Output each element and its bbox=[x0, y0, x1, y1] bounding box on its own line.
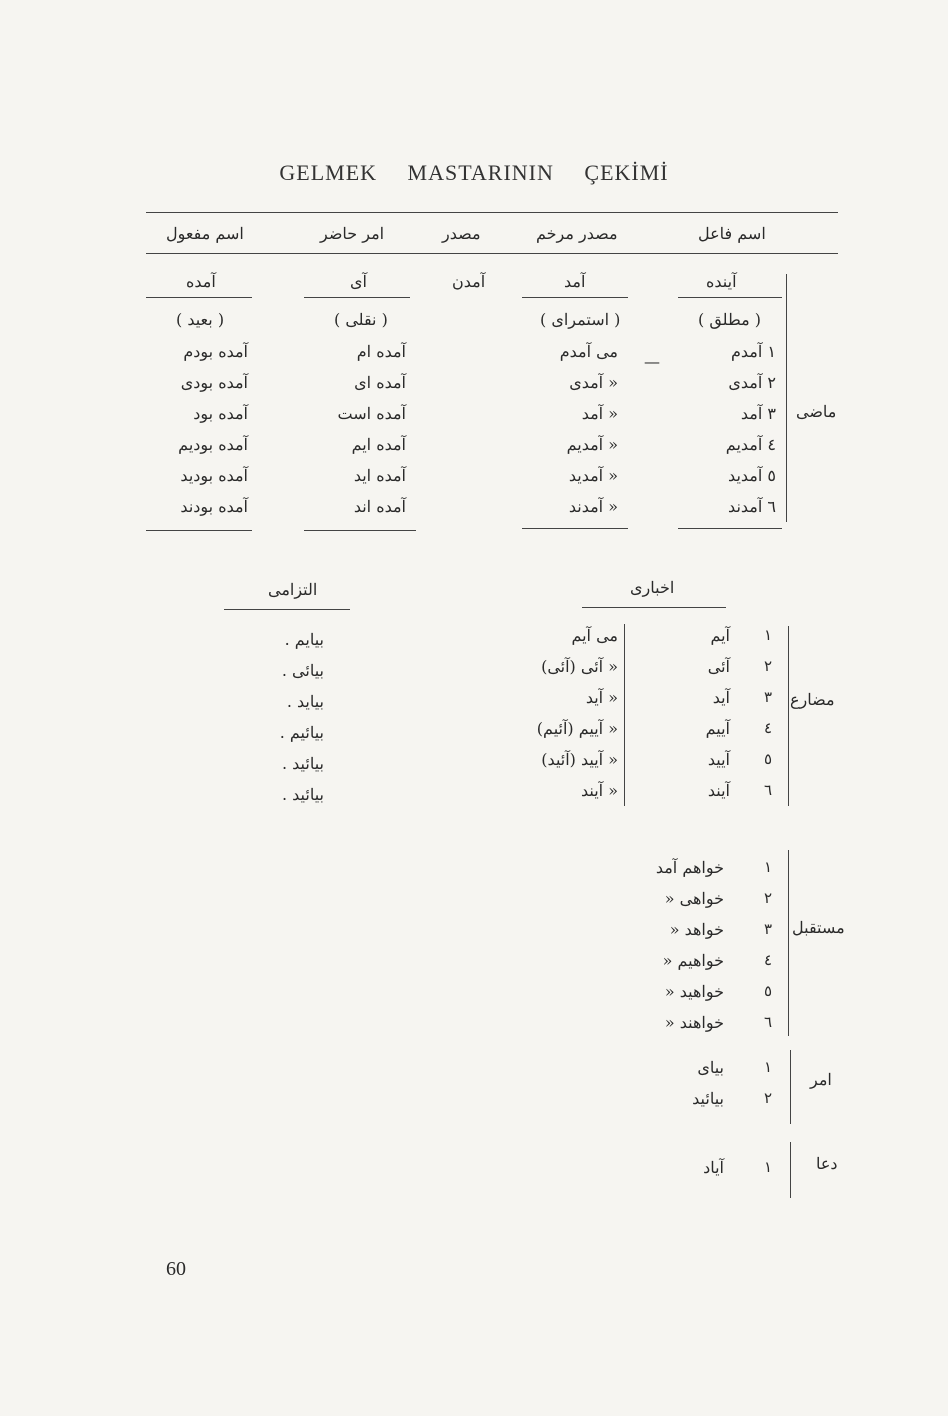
root-ayande: آینده bbox=[706, 272, 737, 291]
mustakbal-column bbox=[640, 852, 724, 1038]
title-word-3: ÇEKİMİ bbox=[584, 160, 669, 185]
list-item: بیائیم . bbox=[279, 723, 324, 742]
list-item: آمده بودند bbox=[180, 497, 248, 516]
ikhbari-label: اخباری bbox=[630, 578, 675, 597]
amr-column bbox=[670, 1052, 724, 1114]
rule bbox=[522, 297, 628, 298]
row-number: ١ bbox=[763, 1158, 773, 1176]
dua-numbers bbox=[758, 1152, 778, 1183]
mudari-bracket bbox=[788, 626, 789, 806]
list-item: « آیند bbox=[581, 781, 618, 800]
row-number: ٤ bbox=[763, 951, 773, 969]
list-item: ١ آمدم bbox=[731, 342, 776, 361]
row-number: ١ bbox=[763, 1058, 773, 1076]
rule bbox=[678, 297, 782, 298]
row-number: ٢ bbox=[763, 1089, 773, 1107]
rule bbox=[224, 609, 350, 610]
dua-bracket bbox=[790, 1142, 791, 1198]
mudari-iltizami-column bbox=[262, 624, 324, 810]
subheader-mutlak: ( مطلق ) bbox=[698, 310, 761, 329]
rule bbox=[146, 297, 252, 298]
mudari-numbers bbox=[758, 620, 778, 806]
mustakbal-numbers bbox=[758, 852, 778, 1038]
table-header-rule bbox=[146, 253, 838, 254]
row-number: ١ bbox=[763, 858, 773, 876]
row-number: ٤ bbox=[763, 719, 773, 737]
list-item: « آید bbox=[585, 688, 618, 707]
list-item: خواهی « bbox=[664, 889, 724, 908]
subheader-nakli: ( نقلی ) bbox=[334, 310, 388, 329]
page-title bbox=[0, 160, 948, 186]
list-item: آمده اید bbox=[353, 466, 406, 485]
list-item: آمده است bbox=[337, 404, 406, 423]
list-item: آمده ایم bbox=[351, 435, 406, 454]
list-item: ٣ آمد bbox=[740, 404, 776, 423]
madi-label: ماضی bbox=[796, 402, 837, 421]
list-item: « آیید (آئید) bbox=[541, 750, 618, 769]
list-item: آمده ای bbox=[354, 373, 406, 392]
header-amr-hazir: امر حاضر bbox=[320, 224, 385, 243]
list-item: « آمدیم bbox=[566, 435, 618, 454]
list-item: آیند bbox=[707, 781, 730, 800]
rule bbox=[678, 528, 782, 529]
root-amadan: آمدن bbox=[452, 272, 486, 291]
ikhbari-divider bbox=[624, 624, 625, 806]
list-item: « آمدید bbox=[568, 466, 618, 485]
list-item: بیائید bbox=[692, 1089, 724, 1108]
table-top-rule bbox=[146, 212, 838, 213]
list-item: ٥ آمدید bbox=[728, 466, 776, 485]
list-item: خواهید « bbox=[664, 982, 724, 1001]
rule bbox=[304, 297, 410, 298]
mudari-base-column bbox=[680, 620, 730, 806]
list-item: خواهیم « bbox=[662, 951, 724, 970]
list-item: بیائید . bbox=[281, 754, 324, 773]
list-item: آئی bbox=[707, 657, 730, 676]
rule bbox=[304, 530, 416, 531]
list-item: خواهند « bbox=[664, 1013, 724, 1032]
root-ay: آی bbox=[350, 272, 367, 291]
amr-bracket bbox=[790, 1050, 791, 1124]
header-ism-mafool: اسم مفعول bbox=[166, 224, 244, 243]
rule bbox=[146, 530, 252, 531]
list-item: بیائی . bbox=[281, 661, 324, 680]
root-amad: آمد bbox=[564, 272, 586, 291]
list-item: آید bbox=[712, 688, 730, 707]
mudari-label: مضارع bbox=[790, 690, 835, 709]
list-item: آمده اند bbox=[353, 497, 406, 516]
list-item: آمده بودید bbox=[180, 466, 248, 485]
madi-nakli-column bbox=[320, 336, 406, 522]
title-word-1: GELMEK bbox=[279, 160, 378, 185]
list-item: آمده بودم bbox=[183, 342, 248, 361]
title-word-2: MASTARININ bbox=[407, 160, 554, 185]
mustakbal-label: مستقبل bbox=[792, 918, 845, 937]
list-item: « آییم (آئیم) bbox=[536, 719, 618, 738]
list-item: « آمدی bbox=[569, 373, 618, 392]
amr-label: امر bbox=[810, 1070, 832, 1089]
list-item: ٦ آمدند bbox=[728, 497, 776, 516]
row-number: ٦ bbox=[763, 781, 773, 799]
subheader-baid: ( بعید ) bbox=[176, 310, 225, 329]
row-number: ٣ bbox=[763, 920, 773, 938]
root-amade: آمده bbox=[186, 272, 216, 291]
row-number: ٢ bbox=[763, 889, 773, 907]
row-number: ٥ bbox=[763, 982, 773, 1000]
list-item: « آئی (آئی) bbox=[541, 657, 618, 676]
list-item: آیم bbox=[710, 626, 730, 645]
subheader-istimrari: ( استمرای ) bbox=[540, 310, 621, 329]
list-item: آمده بود bbox=[193, 404, 248, 423]
list-item: خواهم آمد bbox=[655, 858, 724, 877]
list-item: بیائید . bbox=[281, 785, 324, 804]
list-item: می آیم bbox=[571, 626, 618, 645]
list-item: آیید bbox=[707, 750, 730, 769]
list-item: آمده بودیم bbox=[178, 435, 248, 454]
list-item: « آمدند bbox=[568, 497, 618, 516]
list-item: بیای bbox=[697, 1058, 724, 1077]
dash: — bbox=[644, 352, 660, 371]
list-item: آمده ام bbox=[356, 342, 406, 361]
mustakbal-bracket bbox=[788, 850, 789, 1036]
madi-bracket bbox=[786, 274, 787, 522]
header-ism-fail: اسم فاعل bbox=[698, 224, 766, 243]
madi-baid-column bbox=[160, 336, 248, 522]
dua-label: دعا bbox=[816, 1154, 838, 1173]
list-item: خواهد « bbox=[669, 920, 724, 939]
madi-mutlak-column bbox=[690, 336, 776, 522]
rule bbox=[522, 528, 628, 529]
row-number: ١ bbox=[763, 626, 773, 644]
row-number: ٢ bbox=[763, 657, 773, 675]
amr-numbers bbox=[758, 1052, 778, 1114]
list-item: آییم bbox=[705, 719, 730, 738]
list-item: بیایم . bbox=[284, 630, 324, 649]
list-item: آمده بودی bbox=[180, 373, 248, 392]
list-item: « آمد bbox=[581, 404, 618, 423]
header-masdar-murakhkham: مصدر مرخم bbox=[536, 224, 618, 243]
dua-column bbox=[680, 1152, 724, 1183]
list-item: ٢ آمدی bbox=[728, 373, 776, 392]
list-item: بیاید . bbox=[286, 692, 324, 711]
iltizami-label: التزامی bbox=[268, 580, 318, 599]
page-number: 60 bbox=[166, 1258, 186, 1280]
row-number: ٥ bbox=[763, 750, 773, 768]
header-masdar: مصدر bbox=[442, 224, 481, 243]
row-number: ٦ bbox=[763, 1013, 773, 1031]
rule bbox=[582, 607, 726, 608]
mudari-ikhbari-column bbox=[494, 620, 618, 806]
row-number: ٣ bbox=[763, 688, 773, 706]
list-item: می آمدم bbox=[559, 342, 618, 361]
madi-istimrari-column bbox=[540, 336, 618, 522]
list-item: ٤ آمدیم bbox=[725, 435, 776, 454]
list-item: آیاد bbox=[703, 1158, 724, 1177]
